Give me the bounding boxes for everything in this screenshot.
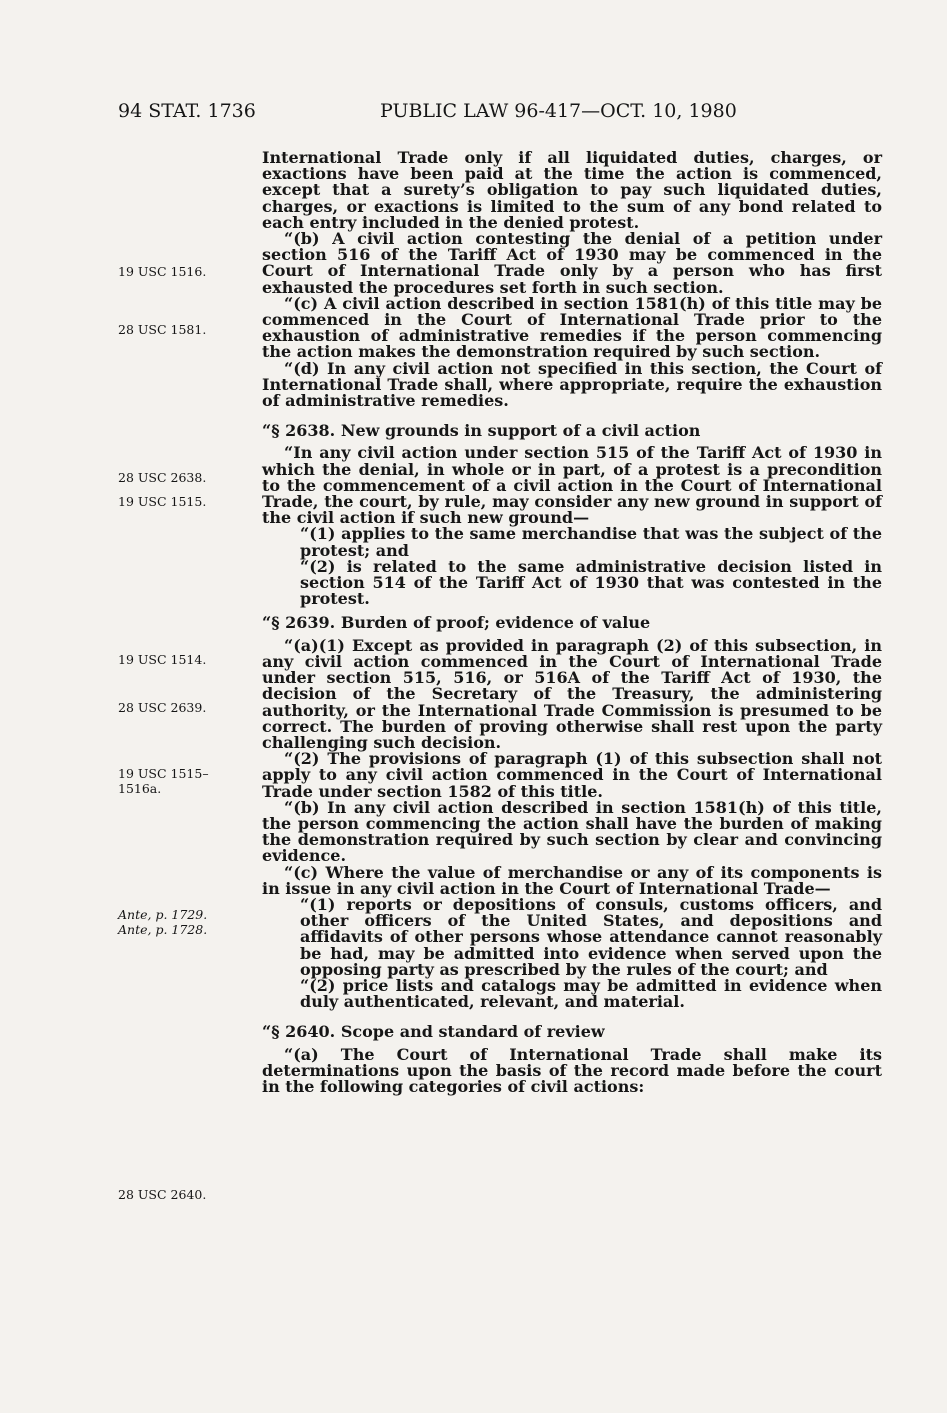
statute-text <box>262 150 882 1095</box>
paragraph: “(c) Where the value of merchandise or any of its components is in issue in any civil action in the Court of International Trade— <box>262 862 882 898</box>
margin-citation: 28 USC 2640. <box>118 1187 207 1202</box>
paragraph: “(b) In any civil action described in section 1581(h) of this title, the person commencing the action shall have the burden of making the demonstration required by such section by clear and convincing evidence. <box>262 797 882 866</box>
margin-citation: 19 USC 1514. <box>118 652 207 667</box>
margin-citation: 19 USC 1515– 1516a. <box>118 766 209 796</box>
paragraph: “(a) The Court of International Trade shall make its determinations upon the basis of the record made before the court in the following categories of civil actions: <box>262 1044 882 1096</box>
section-heading-2638: “§ 2638. New grounds in support of a civil action <box>262 421 701 441</box>
margin-citation: 28 USC 2638. <box>118 470 207 485</box>
page-header <box>0 100 947 130</box>
paragraph: “(d) In any civil action not specified in this section, the Court of International Trade shall, where appropriate, require the exhaustion of administrative remedies. <box>262 358 882 411</box>
paragraph: “In any civil action under section 515 of the Tariff Act of 1930 in which the denial, in whole or in part, of a protest is a precondition to the commencement of a civil action in the Court of International Trade, the court, by rule, may consider any new ground in support of the civil action if such new ground— <box>262 443 882 528</box>
paragraph: “(2) is related to the same administrative decision listed in section 514 of the Tariff Act of 1930 that was contested in the protest. <box>300 556 882 609</box>
public-law-title: PUBLIC LAW 96-417—OCT. 10, 1980 <box>380 100 737 122</box>
paragraph: “(1) applies to the same merchandise that was the subject of the protest; and <box>300 524 882 560</box>
paragraph: “(b) A civil action contesting the denial of a petition under section 516 of the Tariff Act of 1930 may be commenced in the Court of International Trade only by a person who has first exhausted the procedures set forth in such section. <box>262 229 882 297</box>
margin-citation: Ante, p. 1728. <box>118 922 208 937</box>
statute-page-number: 94 STAT. 1736 <box>118 100 256 122</box>
paragraph: “(1) reports or depositions of consuls, customs officers, and other officers of the United States, and depositions and affidavits of other persons whose attendance cannot reasonably be had, may be admitted into evidence when served upon the opposing party as prescribed by the rules of the court; and <box>300 894 882 979</box>
margin-citation: 28 USC 2639. <box>118 700 207 715</box>
margin-citation: 28 USC 1581. <box>118 322 207 337</box>
paragraph: “(a)(1) Except as provided in paragraph (2) of this subsection, in any civil action commenced in the Court of International Trade under section 515, 516, or 516A of the Tariff Act of 1930, the decision of the Secretary of the Treasury, the administering authority, or the International Trade Commission is presumed to be correct. The burden of proving otherwise shall rest upon the party challenging such decision. <box>262 635 882 752</box>
section-heading-2639: “§ 2639. Burden of proof; evidence of value <box>262 613 651 633</box>
paragraph: “(2) price lists and catalogs may be admitted in evidence when duly authenticated, relevant, and material. <box>300 975 882 1012</box>
paragraph: “(c) A civil action described in section 1581(h) of this title may be commenced in the Court of International Trade prior to the exhaustion of administrative remedies if the person commencing the action makes the demonstration required by such section. <box>262 293 882 362</box>
paragraph: “(2) The provisions of paragraph (1) of this subsection shall not apply to any civil action commenced in the Court of International Trade under section 1582 of this title. <box>262 749 882 801</box>
margin-citation: 19 USC 1515. <box>118 494 207 509</box>
margin-citation: 19 USC 1516. <box>118 264 207 279</box>
section-heading-2640: “§ 2640. Scope and standard of review <box>262 1022 605 1042</box>
margin-citation: Ante, p. 1729. <box>118 907 208 922</box>
paragraph: International Trade only if all liquidated duties, charges, or exactions have been paid at the time the action is commenced, except that a surety’s obligation to pay such liquidated duties, charges, or exactions is limited to the sum of any bond related to each entry included in the denied protest. <box>262 148 882 232</box>
